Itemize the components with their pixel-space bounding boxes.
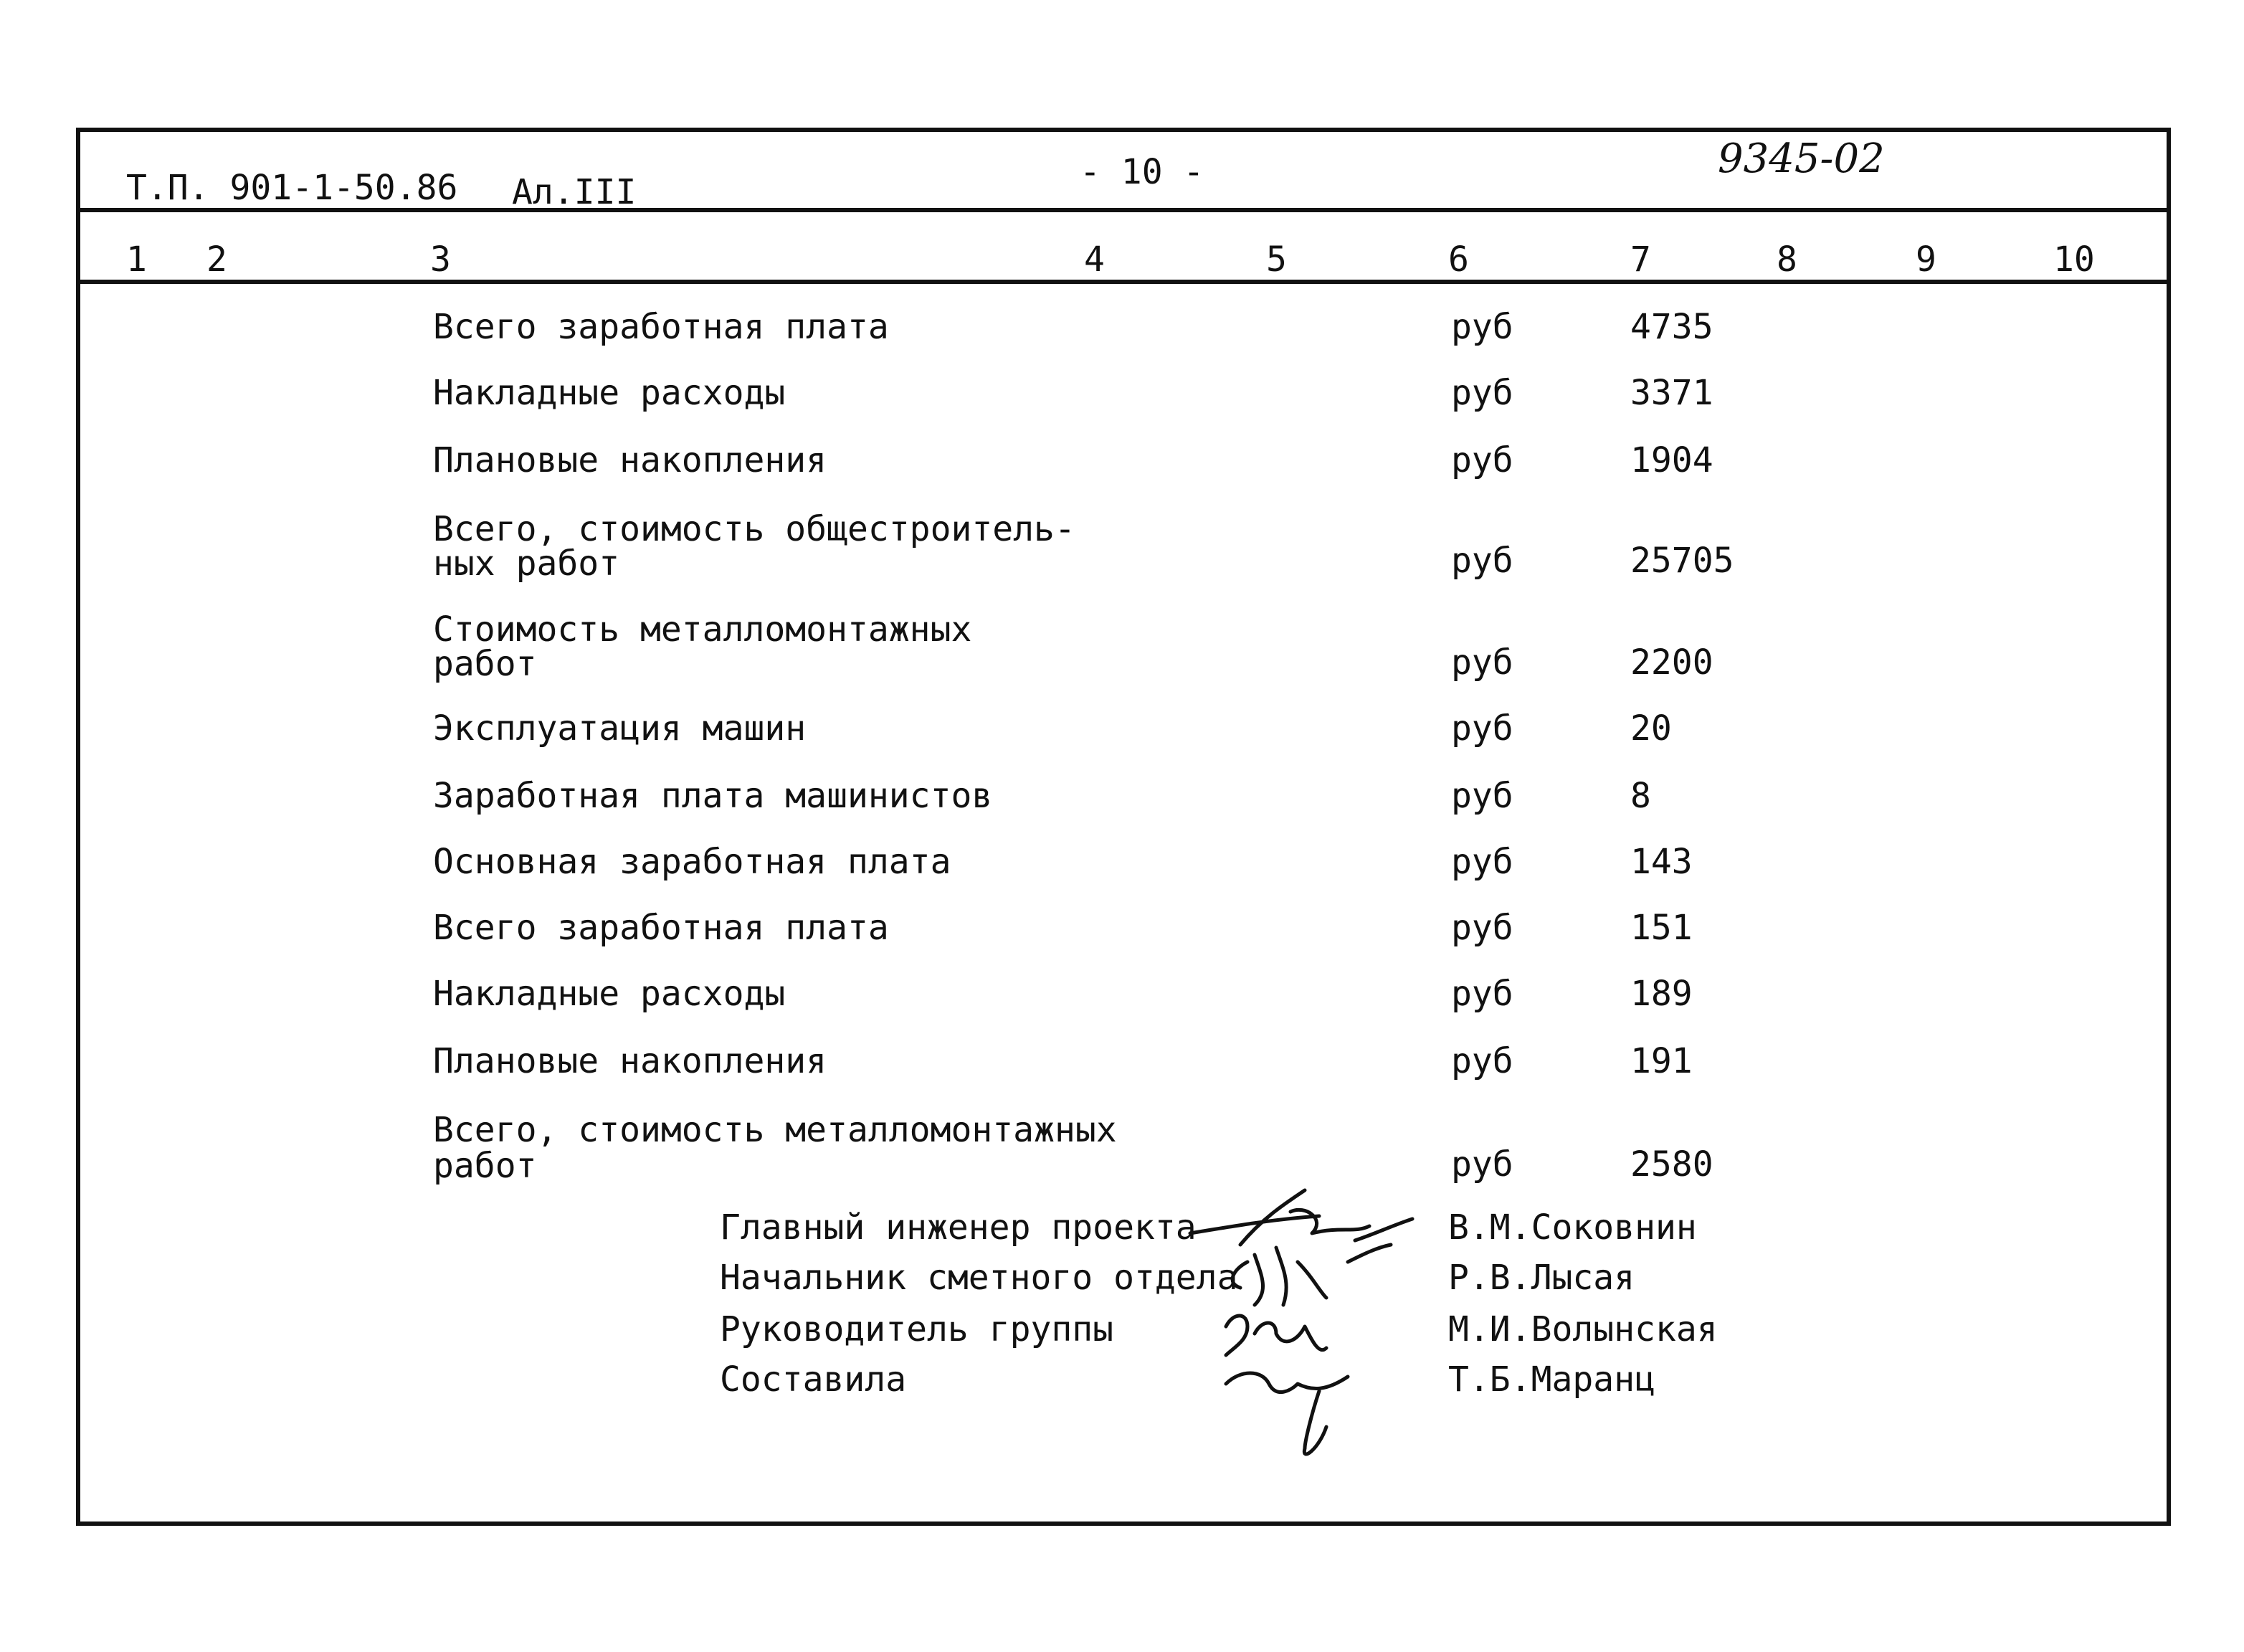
column-header-3: 3: [430, 239, 451, 280]
row-unit: руб: [1451, 440, 1513, 480]
row-unit: руб: [1451, 642, 1513, 683]
signature-role: Начальник сметного отдела: [720, 1258, 1238, 1298]
signature-role: Составила: [720, 1359, 907, 1400]
document-code: Т.П. 901-1-50.86: [126, 168, 458, 208]
signature-role: Руководитель группы: [720, 1309, 1114, 1349]
page-frame: [76, 128, 2171, 1526]
row-unit: руб: [1451, 1144, 1513, 1185]
row-description: Плановые накопления: [433, 440, 827, 480]
column-header-7: 7: [1630, 239, 1651, 280]
page-number: - 10 -: [1080, 152, 1204, 192]
header-divider: [76, 208, 2171, 212]
row-value: 4735: [1630, 307, 1713, 347]
column-header-6: 6: [1448, 239, 1469, 280]
row-description-continued: работ: [433, 1146, 537, 1186]
row-description: Всего заработная плата: [433, 307, 889, 347]
column-header-5: 5: [1266, 239, 1287, 280]
row-unit: руб: [1451, 974, 1513, 1014]
row-description: Всего заработная плата: [433, 908, 889, 948]
row-value: 2580: [1630, 1144, 1713, 1185]
signature-role: Главный инженер проекта: [720, 1207, 1197, 1248]
row-unit: руб: [1451, 708, 1513, 749]
row-value: 25705: [1630, 541, 1734, 581]
row-value: 189: [1630, 974, 1693, 1014]
album-number: Ал.III: [512, 172, 637, 212]
signature-name: Р.В.Лысая: [1448, 1258, 1635, 1298]
row-value: 3371: [1630, 373, 1713, 413]
row-description: Заработная плата машинистов: [433, 776, 993, 816]
row-description: Основная заработная плата: [433, 842, 951, 882]
row-description: Всего, стоимость общестроитель-: [433, 509, 1075, 549]
handwritten-number: 9345-02: [1718, 136, 1885, 182]
row-unit: руб: [1451, 776, 1513, 816]
row-value: 1904: [1630, 440, 1713, 480]
column-header-divider: [76, 280, 2171, 284]
column-header-2: 2: [206, 239, 227, 280]
row-description: Накладные расходы: [433, 373, 786, 413]
row-value: 151: [1630, 908, 1693, 948]
column-header-9: 9: [1916, 239, 1936, 280]
row-unit: руб: [1451, 373, 1513, 413]
row-description: Стоимость металломонтажных: [433, 609, 972, 650]
signature-name: М.И.Волынская: [1448, 1309, 1718, 1349]
signature-name: Т.Б.Маранц: [1448, 1359, 1655, 1400]
row-unit: руб: [1451, 908, 1513, 948]
row-unit: руб: [1451, 1041, 1513, 1081]
row-description-continued: ных работ: [433, 543, 620, 584]
row-unit: руб: [1451, 842, 1513, 882]
row-value: 143: [1630, 842, 1693, 882]
column-header-4: 4: [1084, 239, 1105, 280]
row-description: Плановые накопления: [433, 1041, 827, 1081]
column-header-8: 8: [1777, 239, 1797, 280]
row-description-continued: работ: [433, 644, 537, 684]
handwritten-signatures: [1176, 1176, 1448, 1477]
row-value: 8: [1630, 776, 1651, 816]
column-header-1: 1: [126, 239, 147, 280]
row-description: Накладные расходы: [433, 974, 786, 1014]
row-description: Эксплуатация машин: [433, 708, 807, 749]
row-description: Всего, стоимость металломонтажных: [433, 1110, 1117, 1150]
row-value: 20: [1630, 708, 1672, 749]
row-unit: руб: [1451, 307, 1513, 347]
row-value: 191: [1630, 1041, 1693, 1081]
row-value: 2200: [1630, 642, 1713, 683]
column-header-10: 10: [2053, 239, 2095, 280]
row-unit: руб: [1451, 541, 1513, 581]
signature-name: В.М.Соковнин: [1448, 1207, 1697, 1248]
